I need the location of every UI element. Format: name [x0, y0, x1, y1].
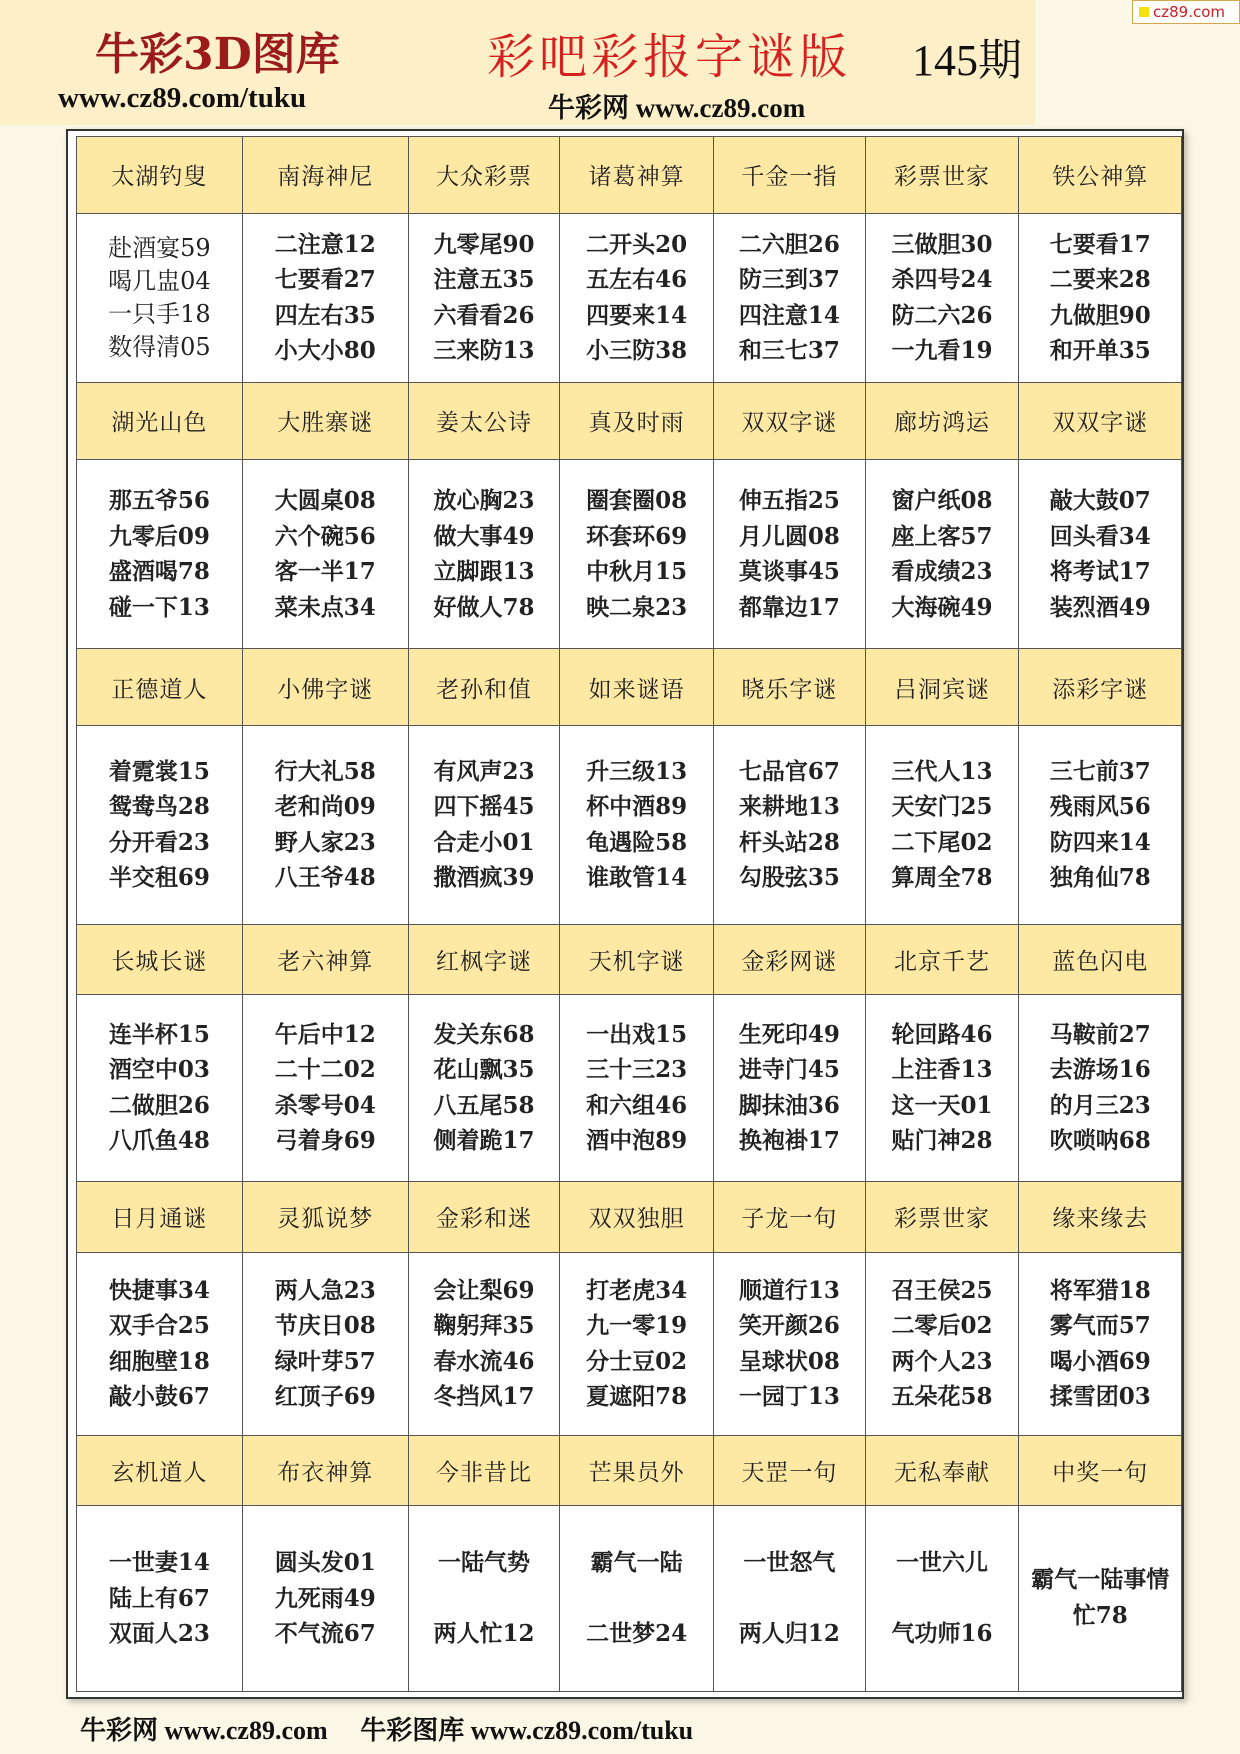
puzzle-line: 霸气一陆: [590, 1548, 683, 1576]
column-title: 大胜寨谜: [242, 383, 408, 460]
puzzle-line: 回头看34: [1049, 522, 1151, 550]
puzzle-cell: [408, 213, 560, 382]
puzzle-cell: [865, 213, 1019, 382]
puzzle-cell: [77, 1252, 243, 1435]
puzzle-line: 换袍褂17: [738, 1127, 840, 1155]
puzzle-line: 进寺门45: [738, 1056, 840, 1084]
column-title: 彩票世家: [865, 137, 1019, 214]
puzzle-line: 三七前37: [1049, 757, 1151, 785]
column-title: 双双字谜: [1019, 383, 1182, 460]
puzzle-line: 龟遇险58: [586, 828, 688, 856]
puzzle-line: 勾股弦35: [738, 864, 840, 892]
puzzle-line: 喝小酒69: [1049, 1347, 1151, 1375]
puzzle-line: 将考试17: [1049, 558, 1151, 586]
header-row: [77, 383, 1182, 460]
column-title: 廊坊鸿运: [865, 383, 1019, 460]
puzzle-cell: [408, 726, 560, 925]
body-row: [77, 726, 1182, 925]
puzzle-cell: [714, 1505, 866, 1691]
column-title: 灵狐说梦: [242, 1181, 408, 1252]
puzzle-cell: [242, 213, 408, 382]
puzzle-line: 行大礼58: [274, 757, 376, 785]
column-title: 芒果员外: [560, 1435, 714, 1505]
puzzle-line: 好做人78: [433, 593, 535, 621]
puzzle-cell: [77, 726, 243, 925]
puzzle-cell: [865, 459, 1019, 649]
puzzle-cell: [865, 1252, 1019, 1435]
puzzle-line: 九一零19: [586, 1312, 688, 1340]
puzzle-cell: [242, 1505, 408, 1691]
puzzle-line: 夏遮阳78: [586, 1383, 688, 1411]
column-title: 铁公神算: [1019, 137, 1182, 214]
puzzle-line: 防二六26: [891, 301, 993, 329]
puzzle-line: 七要看17: [1049, 230, 1151, 258]
body-row: [77, 1252, 1182, 1435]
column-title: 今非昔比: [408, 1435, 560, 1505]
puzzle-line: 装烈酒49: [1049, 593, 1151, 621]
puzzle-cell: [77, 994, 243, 1181]
column-title: 老孙和值: [408, 649, 560, 726]
column-title: 如来谜语: [560, 649, 714, 726]
puzzle-line: 注意五35: [433, 266, 535, 294]
puzzle-line: 生死印49: [738, 1020, 840, 1048]
site-title: 牛彩3D图库: [95, 29, 340, 80]
puzzle-line: 座上客57: [891, 522, 993, 550]
column-title: 双双独胆: [560, 1181, 714, 1252]
puzzle-line: 二开头20: [586, 230, 688, 258]
puzzle-line: 去游场16: [1049, 1056, 1151, 1084]
puzzle-line: 二十二02: [274, 1056, 376, 1084]
puzzle-line: 七品官67: [738, 757, 840, 785]
puzzle-line: 杀四号24: [891, 266, 993, 294]
column-title: 红枫字谜: [408, 924, 560, 994]
puzzle-line: 会让梨69: [433, 1276, 535, 1304]
column-title: 正德道人: [77, 649, 243, 726]
puzzle-line: 发关东68: [433, 1020, 535, 1048]
puzzle-cell: [77, 213, 243, 382]
puzzle-line: 一世六儿: [896, 1548, 989, 1576]
puzzle-line: 两人急23: [274, 1276, 376, 1304]
puzzle-line: 顺道行13: [738, 1276, 840, 1304]
puzzle-cell: [560, 1505, 714, 1691]
puzzle-line: 酒中泡89: [586, 1127, 688, 1155]
puzzle-line: 三来防13: [433, 337, 535, 365]
puzzle-line: 敲大鼓07: [1049, 487, 1151, 515]
puzzle-line: 杆头站28: [738, 828, 840, 856]
puzzle-line: 喝几盅04: [108, 266, 211, 295]
puzzle-line: 六看看26: [433, 301, 535, 329]
puzzle-line: 三做胆30: [891, 230, 993, 258]
puzzle-cell: [1019, 994, 1182, 1181]
column-title: 添彩字谜: [1019, 649, 1182, 726]
puzzle-line: 撒酒疯39: [433, 864, 535, 892]
puzzle-line: 伸五指25: [738, 487, 840, 515]
puzzle-line: 看成绩23: [891, 558, 993, 586]
puzzle-line: 月儿圆08: [738, 522, 840, 550]
puzzle-line: 的月三23: [1049, 1091, 1151, 1119]
puzzle-line: 二要来28: [1049, 266, 1151, 294]
puzzle-line: 一陆气势: [438, 1548, 530, 1576]
column-title: 太湖钓叟: [77, 137, 243, 214]
column-title: 小佛字谜: [242, 649, 408, 726]
puzzle-line: 连半杯15: [108, 1020, 210, 1048]
column-title: 长城长谜: [77, 924, 243, 994]
footer: [80, 1710, 719, 1747]
column-title: 天罡一句: [714, 1435, 866, 1505]
footer-link-site[interactable]: 牛彩网 www.cz89.com: [80, 1716, 328, 1745]
puzzle-line: 圈套圈08: [586, 487, 688, 515]
column-title: 布衣神算: [242, 1435, 408, 1505]
header-row: [77, 1435, 1182, 1505]
puzzle-line: 那五爷56: [108, 487, 210, 515]
column-title: 日月通谜: [77, 1181, 243, 1252]
body-row: [77, 459, 1182, 649]
puzzle-cell: [714, 994, 866, 1181]
puzzle-line: 二做胆26: [108, 1091, 210, 1119]
site-url-left[interactable]: www.cz89.com/tuku: [58, 82, 307, 114]
puzzle-cell: [714, 459, 866, 649]
header-row: [77, 924, 1182, 994]
puzzle-line: 侧着跪17: [433, 1127, 535, 1155]
corner-badge-label: cz89.com: [1153, 3, 1226, 21]
puzzle-cell: [560, 1252, 714, 1435]
puzzle-cell: [1019, 1252, 1182, 1435]
body-row: [77, 994, 1182, 1181]
puzzle-line: 二下尾02: [891, 828, 993, 856]
puzzle-line: 映二泉23: [586, 593, 688, 621]
puzzle-line: 算周全78: [891, 864, 993, 892]
puzzle-line: 一世妻14: [108, 1549, 210, 1577]
puzzle-line: 合走小01: [433, 828, 535, 856]
puzzle-line: 客一半17: [274, 558, 376, 586]
puzzle-line: 脚抹油36: [738, 1091, 840, 1119]
puzzle-line: 二世梦24: [586, 1620, 688, 1648]
column-title: 蓝色闪电: [1019, 924, 1182, 994]
puzzle-line: 碰一下13: [108, 593, 210, 621]
puzzle-line: 八王爷48: [274, 864, 376, 892]
puzzle-line: 老和尚09: [274, 793, 376, 821]
puzzle-line: 二零后02: [891, 1312, 993, 1340]
puzzle-line: 有风声23: [433, 757, 535, 785]
puzzle-grid: [76, 136, 1182, 1692]
puzzle-line: 两个人23: [891, 1347, 993, 1375]
puzzle-line: 揉雪团03: [1049, 1383, 1151, 1411]
puzzle-line: 来耕地13: [738, 793, 840, 821]
puzzle-line: 冬挡风17: [433, 1383, 535, 1411]
header-row: [77, 649, 1182, 726]
puzzle-line: 一九看19: [891, 337, 993, 365]
puzzle-line: 快捷事34: [108, 1276, 210, 1304]
column-title: 诸葛神算: [560, 137, 714, 214]
puzzle-line: 防三到37: [738, 266, 840, 294]
puzzle-line: 菜未点34: [274, 593, 376, 621]
puzzle-line: 半交租69: [108, 864, 210, 892]
puzzle-line: 鞠躬拜35: [433, 1312, 535, 1340]
puzzle-line: 圆头发01: [274, 1549, 376, 1577]
puzzle-line: 呈球状08: [738, 1347, 840, 1375]
puzzle-line: 将军猎18: [1049, 1276, 1151, 1304]
puzzle-line: 召王侯25: [891, 1276, 993, 1304]
puzzle-line: 吹唢呐68: [1049, 1127, 1151, 1155]
puzzle-cell: [242, 459, 408, 649]
column-title: 金彩网谜: [714, 924, 866, 994]
puzzle-line: 二六胆26: [738, 230, 840, 258]
puzzle-line: 小大小80: [274, 337, 376, 365]
puzzle-line: 两人归12: [738, 1620, 840, 1648]
puzzle-line: 上注香13: [891, 1056, 993, 1084]
puzzle-line: 雾气而57: [1049, 1312, 1151, 1340]
puzzle-line: 这一天01: [891, 1091, 993, 1119]
puzzle-line: 三十三23: [586, 1056, 688, 1084]
puzzle-line: 分开看23: [108, 828, 210, 856]
puzzle-cell: [77, 1505, 243, 1691]
header-row: [77, 1181, 1182, 1252]
square-icon: [1139, 7, 1149, 17]
column-title: 湖光山色: [77, 383, 243, 460]
puzzle-line: 着霓裳15: [108, 757, 210, 785]
puzzle-line: 五朵花58: [891, 1383, 993, 1411]
puzzle-line: 杯中酒89: [586, 793, 688, 821]
column-title: 无私奉献: [865, 1435, 1019, 1505]
puzzle-line: 酒空中03: [108, 1056, 210, 1084]
puzzle-line: 一只手18: [108, 299, 211, 328]
puzzle-line: 春水流46: [433, 1347, 535, 1375]
puzzle-line: 窗户纸08: [891, 487, 993, 515]
puzzle-line: 天安门25: [891, 793, 993, 821]
column-title: 玄机道人: [77, 1435, 243, 1505]
puzzle-cell: [865, 1505, 1019, 1691]
puzzle-cell: [408, 1505, 560, 1691]
column-title: 真及时雨: [560, 383, 714, 460]
puzzle-line: 四要来14: [586, 301, 688, 329]
puzzle-line: 午后中12: [274, 1020, 376, 1048]
puzzle-line: 贴门神28: [891, 1127, 993, 1155]
puzzle-line: 弓着身69: [274, 1127, 376, 1155]
column-title: 中奖一句: [1019, 1435, 1182, 1505]
puzzle-cell: [242, 994, 408, 1181]
puzzle-line: 九零后09: [108, 522, 210, 550]
column-title: 晓乐字谜: [714, 649, 866, 726]
puzzle-cell: [1019, 1505, 1182, 1691]
site-url-center[interactable]: 牛彩网 www.cz89.com: [548, 93, 806, 123]
puzzle-line: 二注意12: [274, 230, 376, 258]
puzzle-line: 残雨风56: [1049, 793, 1151, 821]
column-title: 千金一指: [714, 137, 866, 214]
puzzle-line: 野人家23: [274, 828, 376, 856]
puzzle-line: 分士豆02: [586, 1347, 688, 1375]
puzzle-line: 红顶子69: [274, 1383, 376, 1411]
puzzle-line: 五左右46: [586, 266, 688, 294]
column-title: 彩票世家: [865, 1181, 1019, 1252]
puzzle-line: 马鞍前27: [1049, 1020, 1151, 1048]
puzzle-line: 一园丁13: [738, 1383, 840, 1411]
puzzle-cell: [865, 726, 1019, 925]
puzzle-line: 一出戏15: [586, 1020, 688, 1048]
puzzle-cell: [242, 726, 408, 925]
puzzle-cell: [1019, 459, 1182, 649]
puzzle-cell: [560, 213, 714, 382]
column-title: 吕洞宾谜: [865, 649, 1019, 726]
puzzle-line: 赴酒宴59: [108, 233, 211, 262]
column-title: 老六神算: [242, 924, 408, 994]
puzzle-line: 防四来14: [1049, 828, 1151, 856]
puzzle-cell: [865, 994, 1019, 1181]
puzzle-line: 放心胸23: [433, 487, 535, 515]
puzzle-line: 中秋月15: [586, 558, 688, 586]
puzzle-line: 敲小鼓67: [108, 1383, 210, 1411]
puzzle-line: 双手合25: [108, 1312, 210, 1340]
footer-link-tuku[interactable]: 牛彩图库 www.cz89.com/tuku: [360, 1716, 694, 1745]
puzzle-line: 九做胆90: [1049, 301, 1151, 329]
puzzle-cell: [77, 459, 243, 649]
puzzle-line: 和六组46: [586, 1091, 688, 1119]
column-title: 金彩和迷: [408, 1181, 560, 1252]
puzzle-cell: [560, 994, 714, 1181]
puzzle-line: 轮回路46: [891, 1020, 993, 1048]
puzzle-cell: [714, 213, 866, 382]
puzzle-line: 打老虎34: [586, 1276, 688, 1304]
puzzle-line: 两人忙12: [433, 1620, 535, 1648]
puzzle-line: 大海碗49: [891, 593, 993, 621]
puzzle-line: 霸气一陆事情忙78: [1031, 1566, 1170, 1630]
puzzle-line: 莫谈事45: [738, 558, 840, 586]
puzzle-line: 杀零号04: [274, 1091, 376, 1119]
puzzle-line: 独角仙78: [1049, 864, 1151, 892]
puzzle-line: 大圆桌08: [274, 487, 376, 515]
column-title: 缘来缘去: [1019, 1181, 1182, 1252]
puzzle-line: 都靠边17: [738, 593, 840, 621]
puzzle-line: 九死雨49: [274, 1584, 376, 1612]
puzzle-line: 小三防38: [586, 337, 688, 365]
puzzle-line: 谁敢管14: [586, 864, 688, 892]
puzzle-line: 四左右35: [274, 301, 376, 329]
puzzle-line: 节庆日08: [274, 1312, 376, 1340]
puzzle-cell: [1019, 726, 1182, 925]
corner-badge[interactable]: [1132, 0, 1240, 24]
puzzle-cell: [560, 459, 714, 649]
puzzle-line: 一世怒气: [743, 1548, 836, 1576]
header-row: [77, 137, 1182, 214]
puzzle-cell: [560, 726, 714, 925]
puzzle-line: 四注意14: [738, 301, 840, 329]
puzzle-line: 和开单35: [1049, 337, 1151, 365]
puzzle-line: 不气流67: [274, 1620, 376, 1648]
column-title: 南海神尼: [242, 137, 408, 214]
puzzle-line: 环套环69: [586, 522, 688, 550]
column-title: 子龙一句: [714, 1181, 866, 1252]
issue-number: 145期: [912, 36, 1022, 85]
puzzle-line: 绿叶芽57: [274, 1347, 376, 1375]
puzzle-line: 升三级13: [586, 757, 688, 785]
puzzle-cell: [408, 1252, 560, 1435]
puzzle-line: 气功师16: [891, 1620, 993, 1648]
body-row: [77, 1505, 1182, 1691]
puzzle-line: 细胞壁18: [108, 1347, 210, 1375]
puzzle-line: 七要看27: [274, 266, 376, 294]
column-title: 双双字谜: [714, 383, 866, 460]
puzzle-line: 双面人23: [108, 1620, 210, 1648]
puzzle-cell: [1019, 213, 1182, 382]
puzzle-line: 做大事49: [433, 522, 535, 550]
puzzle-line: 六个碗56: [274, 522, 376, 550]
puzzle-line: 数得清05: [108, 332, 211, 361]
puzzle-line: 立脚跟13: [433, 558, 535, 586]
puzzle-cell: [714, 1252, 866, 1435]
puzzle-line: 笑开颜26: [738, 1312, 840, 1340]
column-title: 大众彩票: [408, 137, 560, 214]
puzzle-cell: [408, 459, 560, 649]
puzzle-line: 八五尾58: [433, 1091, 535, 1119]
edition-title: 彩吧彩报字谜版: [487, 29, 852, 85]
puzzle-line: 陆上有67: [108, 1584, 210, 1612]
puzzle-line: 九零尾90: [433, 230, 535, 258]
column-title: 天机字谜: [560, 924, 714, 994]
puzzle-line: 花山飘35: [433, 1056, 535, 1084]
puzzle-line: 三代人13: [891, 757, 993, 785]
puzzle-cell: [408, 994, 560, 1181]
puzzle-cell: [242, 1252, 408, 1435]
puzzle-line: 八爪鱼48: [108, 1127, 210, 1155]
puzzle-line: 四下摇45: [433, 793, 535, 821]
puzzle-line: 盛酒喝78: [108, 558, 210, 586]
column-title: 姜太公诗: [408, 383, 560, 460]
body-row: [77, 213, 1182, 382]
puzzle-line: 鸳鸯鸟28: [108, 793, 210, 821]
puzzle-cell: [714, 726, 866, 925]
puzzle-line: 和三七37: [738, 337, 840, 365]
column-title: 北京千艺: [865, 924, 1019, 994]
